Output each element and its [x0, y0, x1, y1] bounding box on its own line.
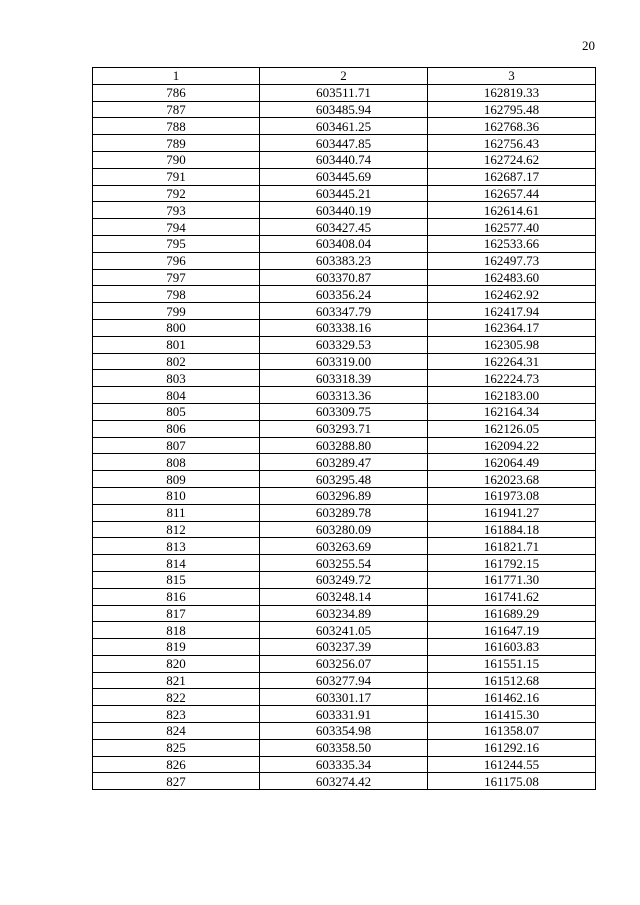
y-coordinate-cell: 162462.92	[428, 286, 596, 303]
table-row	[93, 454, 596, 471]
y-coordinate-cell: 161244.55	[428, 756, 596, 773]
x-coordinate-cell: 603319.00	[260, 353, 428, 370]
table-row	[93, 739, 596, 756]
table-row	[93, 471, 596, 488]
x-coordinate-cell: 603237.39	[260, 639, 428, 656]
y-coordinate-cell: 162533.66	[428, 235, 596, 252]
table-body	[93, 84, 596, 789]
y-coordinate-cell: 161462.16	[428, 689, 596, 706]
point-number-cell: 823	[93, 706, 260, 723]
point-number-cell: 813	[93, 538, 260, 555]
table-row	[93, 336, 596, 353]
point-number-cell: 787	[93, 101, 260, 118]
point-number-cell: 800	[93, 319, 260, 336]
y-coordinate-cell: 161603.83	[428, 639, 596, 656]
y-coordinate-cell: 162417.94	[428, 303, 596, 320]
table-row	[93, 235, 596, 252]
point-number-cell: 803	[93, 370, 260, 387]
table-row	[93, 185, 596, 202]
table-row	[93, 286, 596, 303]
point-number-cell: 809	[93, 471, 260, 488]
table-row	[93, 756, 596, 773]
y-coordinate-cell: 161941.27	[428, 504, 596, 521]
x-coordinate-cell: 603263.69	[260, 538, 428, 555]
point-number-cell: 795	[93, 235, 260, 252]
table-row	[93, 555, 596, 572]
point-number-cell: 808	[93, 454, 260, 471]
point-number-cell: 790	[93, 151, 260, 168]
table-row	[93, 403, 596, 420]
y-coordinate-cell: 161884.18	[428, 521, 596, 538]
x-coordinate-cell: 603335.34	[260, 756, 428, 773]
column-header-2: 2	[260, 68, 428, 85]
y-coordinate-cell: 162064.49	[428, 454, 596, 471]
point-number-cell: 788	[93, 118, 260, 135]
table-row	[93, 571, 596, 588]
y-coordinate-cell: 162819.33	[428, 84, 596, 101]
table-row	[93, 135, 596, 152]
y-coordinate-cell: 161175.08	[428, 773, 596, 790]
x-coordinate-cell: 603288.80	[260, 437, 428, 454]
table-row	[93, 202, 596, 219]
table-row	[93, 639, 596, 656]
point-number-cell: 821	[93, 672, 260, 689]
point-number-cell: 818	[93, 622, 260, 639]
y-coordinate-cell: 161551.15	[428, 655, 596, 672]
table-row	[93, 672, 596, 689]
point-number-cell: 810	[93, 487, 260, 504]
page-number: 20	[582, 38, 595, 53]
x-coordinate-cell: 603313.36	[260, 387, 428, 404]
x-coordinate-cell: 603309.75	[260, 403, 428, 420]
x-coordinate-cell: 603383.23	[260, 252, 428, 269]
column-header-1: 1	[93, 68, 260, 85]
x-coordinate-cell: 603338.16	[260, 319, 428, 336]
y-coordinate-cell: 162164.34	[428, 403, 596, 420]
point-number-cell: 792	[93, 185, 260, 202]
x-coordinate-cell: 603331.91	[260, 706, 428, 723]
y-coordinate-cell: 162305.98	[428, 336, 596, 353]
point-number-cell: 816	[93, 588, 260, 605]
point-number-cell: 811	[93, 504, 260, 521]
table-row	[93, 387, 596, 404]
point-number-cell: 826	[93, 756, 260, 773]
x-coordinate-cell: 603329.53	[260, 336, 428, 353]
table-row	[93, 118, 596, 135]
x-coordinate-cell: 603289.47	[260, 454, 428, 471]
table-row	[93, 723, 596, 740]
table-row	[93, 219, 596, 236]
y-coordinate-cell: 162224.73	[428, 370, 596, 387]
y-coordinate-cell: 162687.17	[428, 168, 596, 185]
x-coordinate-cell: 603440.19	[260, 202, 428, 219]
y-coordinate-cell: 161358.07	[428, 723, 596, 740]
point-number-cell: 786	[93, 84, 260, 101]
x-coordinate-cell: 603447.85	[260, 135, 428, 152]
point-number-cell: 793	[93, 202, 260, 219]
x-coordinate-cell: 603511.71	[260, 84, 428, 101]
y-coordinate-cell: 162364.17	[428, 319, 596, 336]
x-coordinate-cell: 603318.39	[260, 370, 428, 387]
y-coordinate-cell: 162756.43	[428, 135, 596, 152]
y-coordinate-cell: 162614.61	[428, 202, 596, 219]
table-row	[93, 420, 596, 437]
y-coordinate-cell: 161741.62	[428, 588, 596, 605]
point-number-cell: 797	[93, 269, 260, 286]
table-row	[93, 689, 596, 706]
y-coordinate-cell: 162497.73	[428, 252, 596, 269]
point-number-cell: 806	[93, 420, 260, 437]
point-number-cell: 801	[93, 336, 260, 353]
table-row	[93, 370, 596, 387]
y-coordinate-cell: 162126.05	[428, 420, 596, 437]
y-coordinate-cell: 161792.15	[428, 555, 596, 572]
table-row	[93, 84, 596, 101]
y-coordinate-cell: 162795.48	[428, 101, 596, 118]
x-coordinate-cell: 603274.42	[260, 773, 428, 790]
x-coordinate-cell: 603354.98	[260, 723, 428, 740]
point-number-cell: 799	[93, 303, 260, 320]
table-row	[93, 655, 596, 672]
x-coordinate-cell: 603277.94	[260, 672, 428, 689]
point-number-cell: 822	[93, 689, 260, 706]
y-coordinate-cell: 162577.40	[428, 219, 596, 236]
point-number-cell: 815	[93, 571, 260, 588]
x-coordinate-cell: 603296.89	[260, 487, 428, 504]
y-coordinate-cell: 162023.68	[428, 471, 596, 488]
y-coordinate-cell: 162657.44	[428, 185, 596, 202]
y-coordinate-cell: 161771.30	[428, 571, 596, 588]
x-coordinate-cell: 603370.87	[260, 269, 428, 286]
point-number-cell: 825	[93, 739, 260, 756]
table-row	[93, 487, 596, 504]
y-coordinate-cell: 162724.62	[428, 151, 596, 168]
table-row	[93, 588, 596, 605]
table-row	[93, 605, 596, 622]
y-coordinate-cell: 161689.29	[428, 605, 596, 622]
y-coordinate-cell: 161415.30	[428, 706, 596, 723]
x-coordinate-cell: 603445.21	[260, 185, 428, 202]
y-coordinate-cell: 161512.68	[428, 672, 596, 689]
y-coordinate-cell: 162094.22	[428, 437, 596, 454]
x-coordinate-cell: 603289.78	[260, 504, 428, 521]
coordinates-table	[92, 67, 596, 790]
x-coordinate-cell: 603234.89	[260, 605, 428, 622]
x-coordinate-cell: 603485.94	[260, 101, 428, 118]
point-number-cell: 789	[93, 135, 260, 152]
table-row	[93, 168, 596, 185]
x-coordinate-cell: 603248.14	[260, 588, 428, 605]
point-number-cell: 812	[93, 521, 260, 538]
y-coordinate-cell: 161647.19	[428, 622, 596, 639]
point-number-cell: 807	[93, 437, 260, 454]
table-row	[93, 319, 596, 336]
table-row	[93, 269, 596, 286]
x-coordinate-cell: 603241.05	[260, 622, 428, 639]
table-row	[93, 773, 596, 790]
point-number-cell: 805	[93, 403, 260, 420]
point-number-cell: 817	[93, 605, 260, 622]
x-coordinate-cell: 603293.71	[260, 420, 428, 437]
y-coordinate-cell: 162483.60	[428, 269, 596, 286]
table-row	[93, 538, 596, 555]
table-row	[93, 706, 596, 723]
x-coordinate-cell: 603461.25	[260, 118, 428, 135]
table-row	[93, 101, 596, 118]
x-coordinate-cell: 603356.24	[260, 286, 428, 303]
y-coordinate-cell: 161821.71	[428, 538, 596, 555]
point-number-cell: 794	[93, 219, 260, 236]
table-row	[93, 252, 596, 269]
y-coordinate-cell: 161973.08	[428, 487, 596, 504]
point-number-cell: 798	[93, 286, 260, 303]
table-row	[93, 353, 596, 370]
table-row	[93, 504, 596, 521]
table-row	[93, 437, 596, 454]
point-number-cell: 804	[93, 387, 260, 404]
table-row	[93, 151, 596, 168]
y-coordinate-cell: 162183.00	[428, 387, 596, 404]
table-row	[93, 622, 596, 639]
x-coordinate-cell: 603427.45	[260, 219, 428, 236]
y-coordinate-cell: 161292.16	[428, 739, 596, 756]
x-coordinate-cell: 603440.74	[260, 151, 428, 168]
x-coordinate-cell: 603280.09	[260, 521, 428, 538]
x-coordinate-cell: 603358.50	[260, 739, 428, 756]
point-number-cell: 820	[93, 655, 260, 672]
y-coordinate-cell: 162768.36	[428, 118, 596, 135]
x-coordinate-cell: 603295.48	[260, 471, 428, 488]
x-coordinate-cell: 603256.07	[260, 655, 428, 672]
x-coordinate-cell: 603445.69	[260, 168, 428, 185]
x-coordinate-cell: 603347.79	[260, 303, 428, 320]
y-coordinate-cell: 162264.31	[428, 353, 596, 370]
point-number-cell: 827	[93, 773, 260, 790]
point-number-cell: 824	[93, 723, 260, 740]
x-coordinate-cell: 603408.04	[260, 235, 428, 252]
point-number-cell: 791	[93, 168, 260, 185]
column-header-3: 3	[428, 68, 596, 85]
table-header-row	[93, 68, 596, 85]
point-number-cell: 796	[93, 252, 260, 269]
table-row	[93, 303, 596, 320]
x-coordinate-cell: 603255.54	[260, 555, 428, 572]
point-number-cell: 802	[93, 353, 260, 370]
x-coordinate-cell: 603301.17	[260, 689, 428, 706]
x-coordinate-cell: 603249.72	[260, 571, 428, 588]
table-row	[93, 521, 596, 538]
point-number-cell: 819	[93, 639, 260, 656]
point-number-cell: 814	[93, 555, 260, 572]
